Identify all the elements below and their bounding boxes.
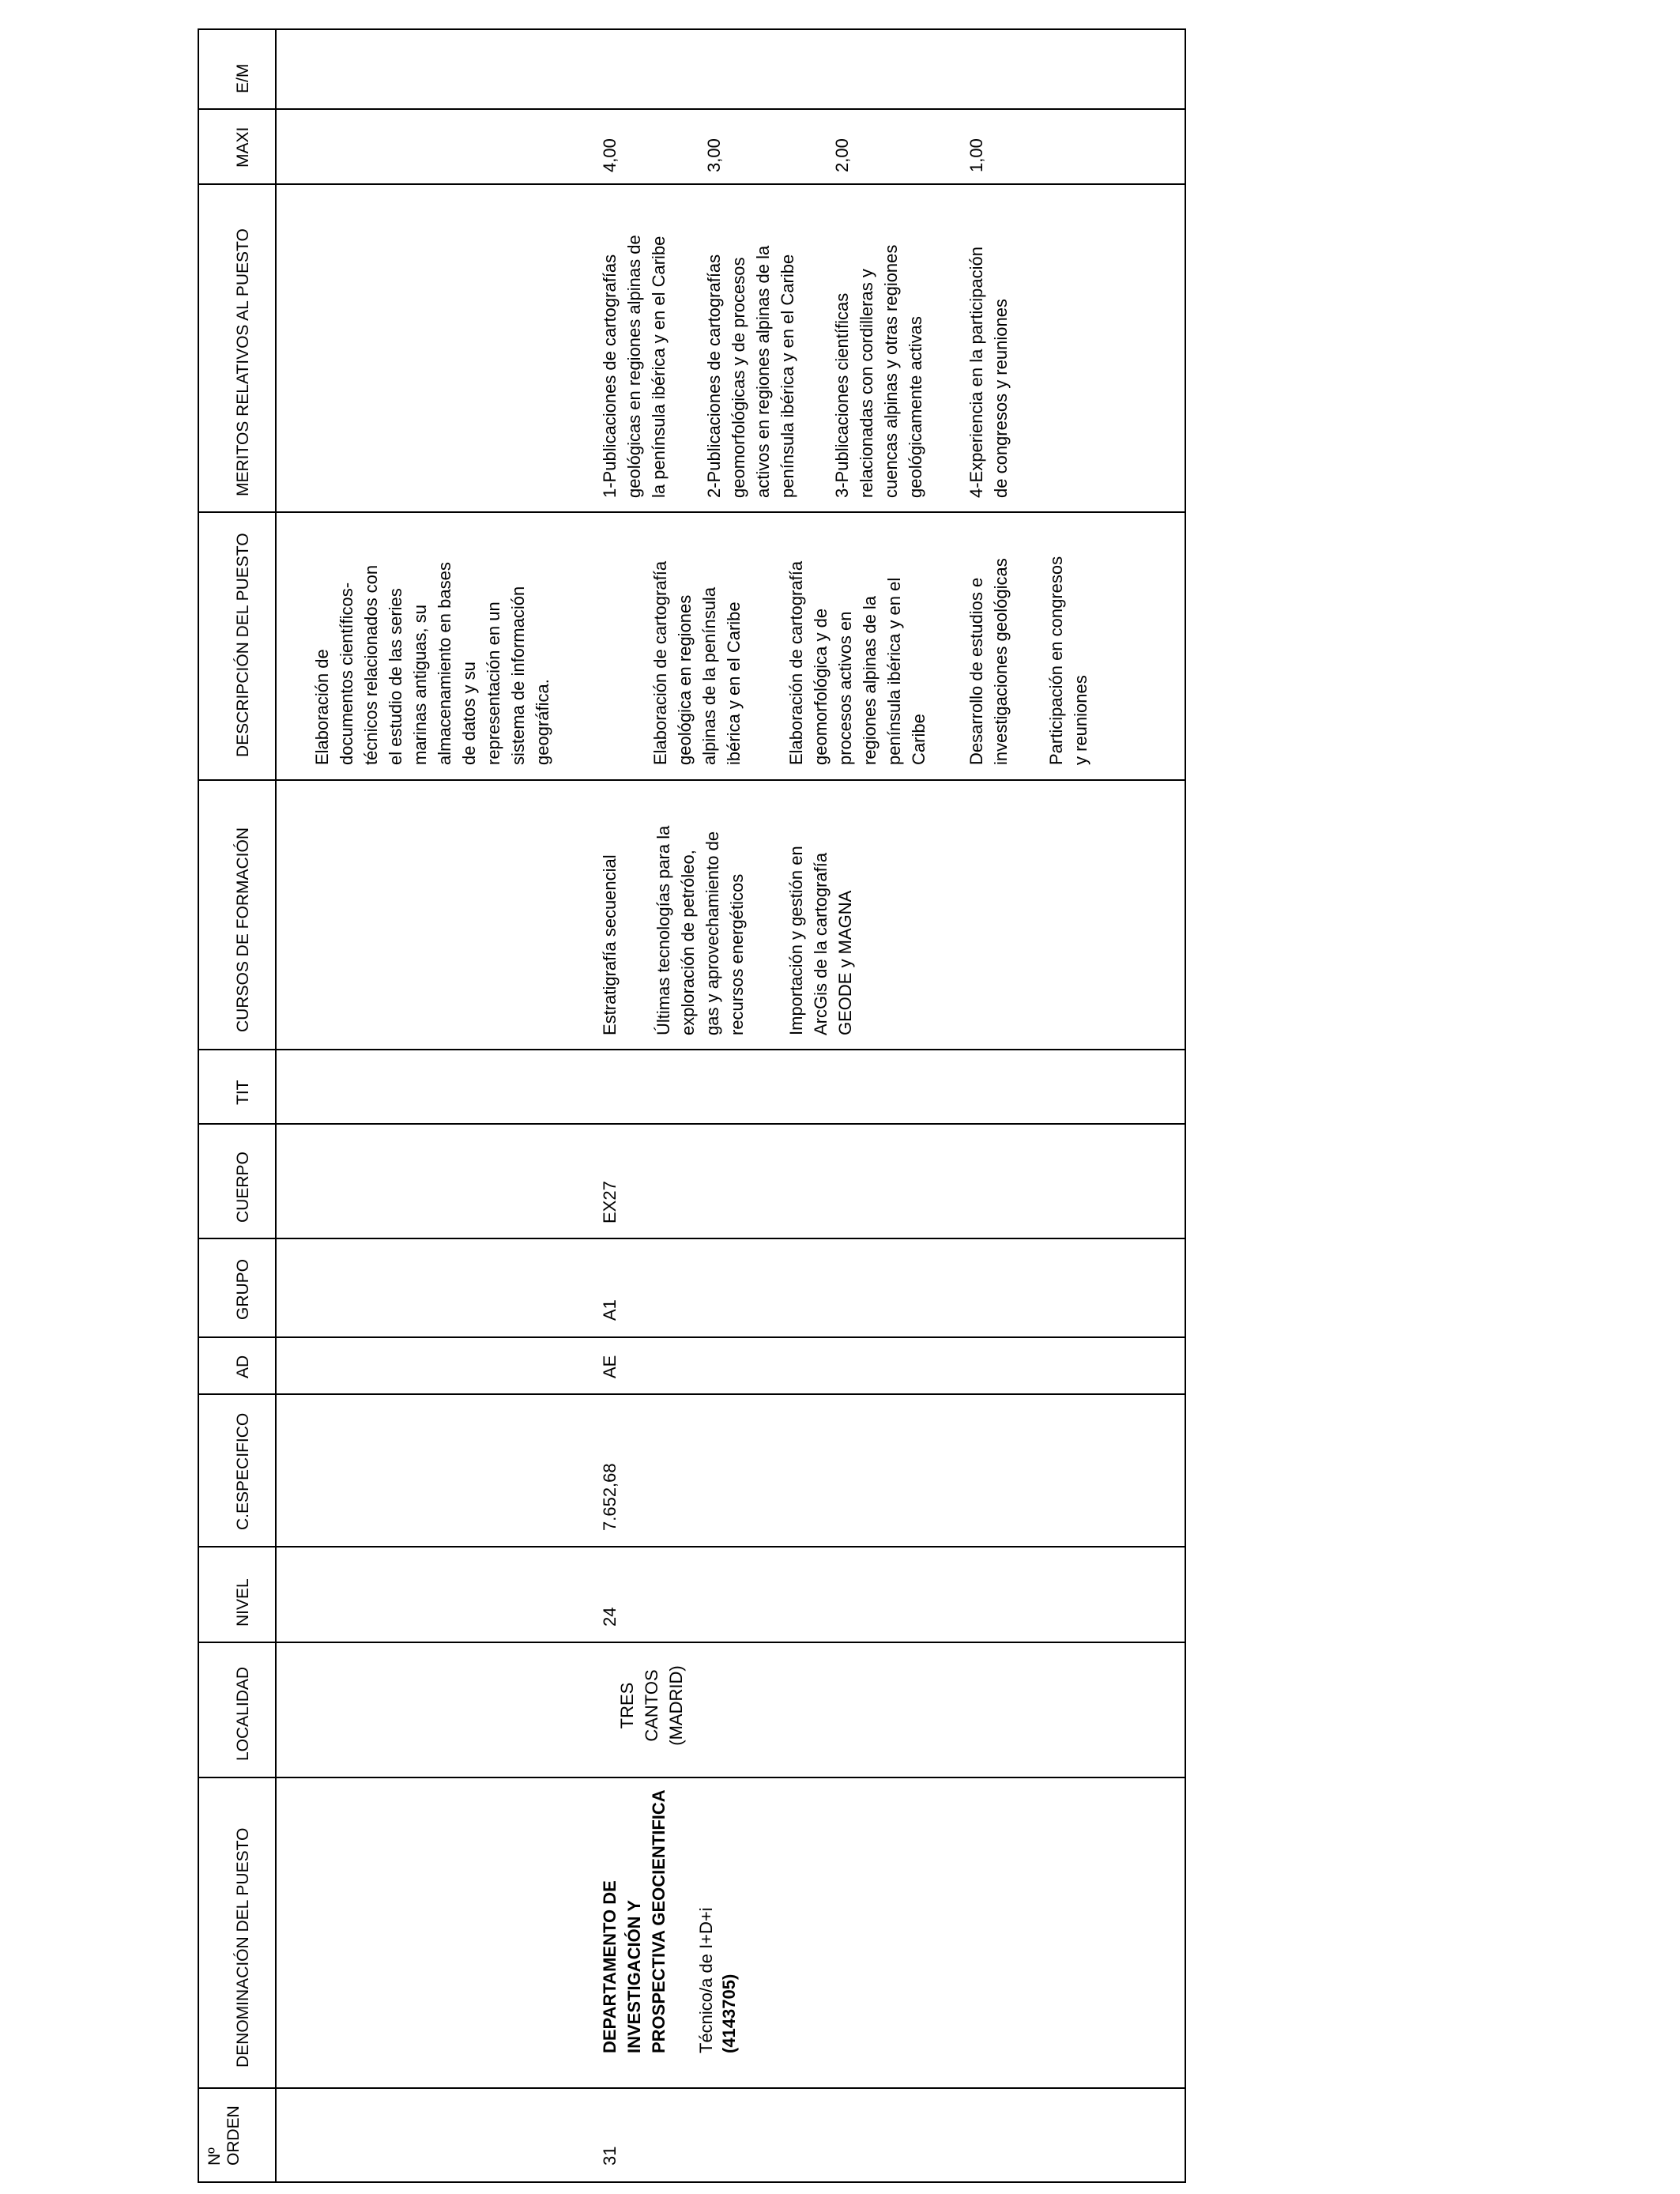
- descripcion-item: Elaboración de cartografía geológica en regiones alpinas de la península ibérica y en el Caribe: [650, 560, 744, 765]
- header-nivel: NIVEL: [234, 1578, 252, 1627]
- descripcion-item: Participación en congresos y reuniones: [1046, 556, 1090, 765]
- header-ad: AD: [234, 1355, 252, 1378]
- header-tit: TIT: [234, 1080, 252, 1105]
- localidad-value: TRES CANTOS (MADRID): [617, 1665, 686, 1746]
- ad-value: AE: [600, 1355, 620, 1378]
- table-border-left: [198, 28, 199, 2183]
- c-especifico-value: 7.652,68: [600, 1463, 620, 1531]
- maxi-value: 4,00: [600, 138, 620, 172]
- header-grupo: GRUPO: [234, 1258, 252, 1320]
- table-border-top: [198, 28, 1186, 30]
- header-localidad: LOCALIDAD: [234, 1666, 252, 1761]
- header-cuerpo: CUERPO: [234, 1152, 252, 1223]
- col-line-grupo: [198, 1336, 1186, 1338]
- header-meritos: MERITOS RELATIVOS AL PUESTO: [234, 228, 252, 496]
- descripcion-general: Elaboración de documentos científicos- técnicos relacionados con el estudio de las series marinas antiguas, su almacenamiento en bases de datos y su representación en un sistema de información geográfica.: [312, 562, 552, 765]
- grupo-value: A1: [600, 1299, 620, 1321]
- header-cursos: CURSOS DE FORMACIÓN: [234, 827, 252, 1032]
- col-line-denominacion: [198, 2087, 1186, 2089]
- header-descripcion: DESCRIPCIÓN DEL PUESTO: [234, 533, 252, 757]
- header-denominacion: DENOMINACIÓN DEL PUESTO: [234, 1827, 252, 2068]
- table-border-bottom: [198, 2181, 1186, 2183]
- departamento-name: DEPARTAMENTO DE INVESTIGACIÓN Y PROSPECTIVA GEOCIENTIFICA: [600, 1789, 669, 2053]
- col-line-maxi: [198, 183, 1186, 185]
- col-line-ad: [198, 1393, 1186, 1395]
- puesto-title: Técnico/a de I+D+i: [696, 1907, 716, 2053]
- table-border-right: [1185, 28, 1186, 2183]
- maxi-value: 3,00: [704, 138, 724, 172]
- curso-item: Importación y gestión en ArcGis de la cartografía GEODE y MAGNA: [786, 846, 855, 1035]
- maxi-value: 2,00: [832, 138, 852, 172]
- puesto-code: (4143705): [719, 1973, 739, 2053]
- orden-value: 31: [600, 2146, 620, 2166]
- curso-item: Estratigrafía secuencial: [600, 854, 620, 1035]
- cuerpo-value: EX27: [600, 1181, 620, 1223]
- merito-item: 1-Publicaciones de cartografías geológicas en regiones alpinas de la península ibérica y en el Caribe: [600, 235, 669, 498]
- col-line-nivel: [198, 1642, 1186, 1643]
- col-line-cursos: [198, 1049, 1186, 1050]
- header-maxi: MAXI: [234, 126, 252, 168]
- header-c-especifico: C.ESPECIFICO: [234, 1412, 252, 1530]
- descripcion-item: Desarrollo de estudios e investigaciones geológicas: [966, 558, 1011, 765]
- merito-item: 3-Publicaciones científicas relacionadas con cordilleras y cuencas alpinas y otras regiones geológicamente activas: [832, 244, 925, 498]
- col-line-cuerpo: [198, 1238, 1186, 1239]
- curso-item: Últimas tecnologías para la exploración de petróleo, gas y aprovechamiento de recursos energéticos: [654, 825, 747, 1035]
- nivel-value: 24: [600, 1607, 620, 1627]
- header-em: E/M: [234, 63, 252, 93]
- col-line-em: [198, 108, 1186, 110]
- header-separator: [275, 28, 277, 2183]
- merito-item: 4-Experiencia en la participación de congresos y reuniones: [966, 247, 1011, 498]
- col-line-localidad: [198, 1777, 1186, 1778]
- maxi-value: 1,00: [966, 138, 986, 172]
- col-line-descripcion: [198, 779, 1186, 781]
- descripcion-item: Elaboración de cartografía geomorfológica y de procesos activos en regiones alpinas de la península ibérica y en el Caribe: [786, 560, 929, 765]
- header-orden: Nº ORDEN: [205, 2105, 243, 2166]
- col-line-tit: [198, 1123, 1186, 1125]
- merito-item: 2-Publicaciones de cartografías geomorfológicas y de procesos activos en regiones alpinas de la península ibérica y en el Caribe: [704, 245, 797, 498]
- col-line-cespecifico: [198, 1546, 1186, 1547]
- col-line-meritos: [198, 511, 1186, 513]
